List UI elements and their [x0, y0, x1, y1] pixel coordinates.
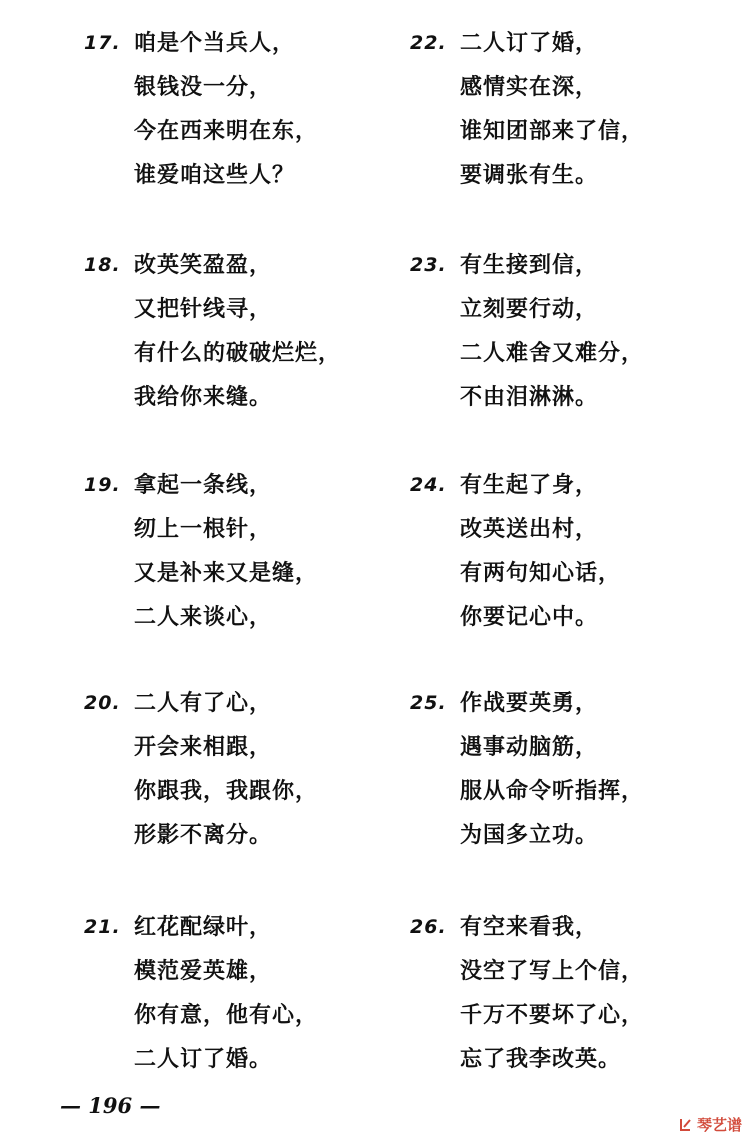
verse-line: 又是补来又是缝，	[134, 560, 319, 586]
verse-line: 有什么的破破烂烂，	[134, 340, 342, 366]
verse-line: 你要记心中。	[460, 604, 599, 630]
verse-line: 咱是个当兵人，	[134, 30, 296, 56]
stanza-number: 26.	[410, 916, 447, 938]
verse-line: 形影不离分。	[134, 822, 273, 848]
stanza-number: 18.	[84, 254, 121, 276]
verse-line: 有空来看我，	[460, 914, 599, 940]
verse-line: 纫上一根针，	[134, 516, 273, 542]
stanza-number: 24.	[410, 474, 447, 496]
stanza-number: 19.	[84, 474, 121, 496]
verse-line: 有生起了身，	[460, 472, 599, 498]
stanza-number: 22.	[410, 32, 447, 54]
verse-line: 又把针线寻，	[134, 296, 273, 322]
verse-line: 要调张有生。	[460, 162, 599, 188]
verse-line: 你有意，他有心，	[134, 1002, 319, 1028]
verse-line: 遇事动脑筋，	[460, 734, 599, 760]
watermark-text: 琴艺谱	[696, 1116, 742, 1134]
verse-line: 开会来相跟，	[134, 734, 273, 760]
verse-line: 二人来谈心，	[134, 604, 273, 630]
verse-line: 没空了写上个信，	[460, 958, 645, 984]
verse-line: 今在西来明在东，	[134, 118, 319, 144]
verse-line: 千万不要坏了心，	[460, 1002, 645, 1028]
verse-line: 我给你来缝。	[134, 384, 273, 410]
verse-line: 谁知团部来了信，	[460, 118, 645, 144]
stanza-number: 23.	[410, 254, 447, 276]
verse-line: 你跟我，我跟你，	[134, 778, 319, 804]
stanza-number: 21.	[84, 916, 121, 938]
verse-line: 二人订了婚。	[134, 1046, 273, 1072]
verse-line: 立刻要行动，	[460, 296, 599, 322]
verse-line: 改英笑盈盈，	[134, 252, 273, 278]
verse-line: 拿起一条线，	[134, 472, 273, 498]
verse-line: 有生接到信，	[460, 252, 599, 278]
verse-line: 改英送出村，	[460, 516, 599, 542]
verse-line: 服从命令听指挥，	[460, 778, 645, 804]
verse-line: 二人有了心，	[134, 690, 273, 716]
verse-line: 有两句知心话，	[460, 560, 622, 586]
verse-line: 银钱没一分，	[134, 74, 273, 100]
verse-line: 忘了我李改英。	[460, 1046, 622, 1072]
verse-line: 作战要英勇，	[460, 690, 599, 716]
music-logo-icon	[678, 1117, 694, 1133]
verse-line: 谁爱咱这些人？	[134, 162, 296, 188]
page-number: — 196 —	[60, 1093, 161, 1118]
stanza-number: 25.	[410, 692, 447, 714]
watermark	[678, 1114, 742, 1135]
verse-line: 二人难舍又难分，	[460, 340, 645, 366]
verse-line: 感情实在深，	[460, 74, 599, 100]
stanza-number: 17.	[84, 32, 121, 54]
verse-line: 模范爱英雄，	[134, 958, 273, 984]
verse-line: 二人订了婚，	[460, 30, 599, 56]
verse-line: 为国多立功。	[460, 822, 599, 848]
verse-line: 不由泪淋淋。	[460, 384, 599, 410]
verse-line: 红花配绿叶，	[134, 914, 273, 940]
stanza-number: 20.	[84, 692, 121, 714]
